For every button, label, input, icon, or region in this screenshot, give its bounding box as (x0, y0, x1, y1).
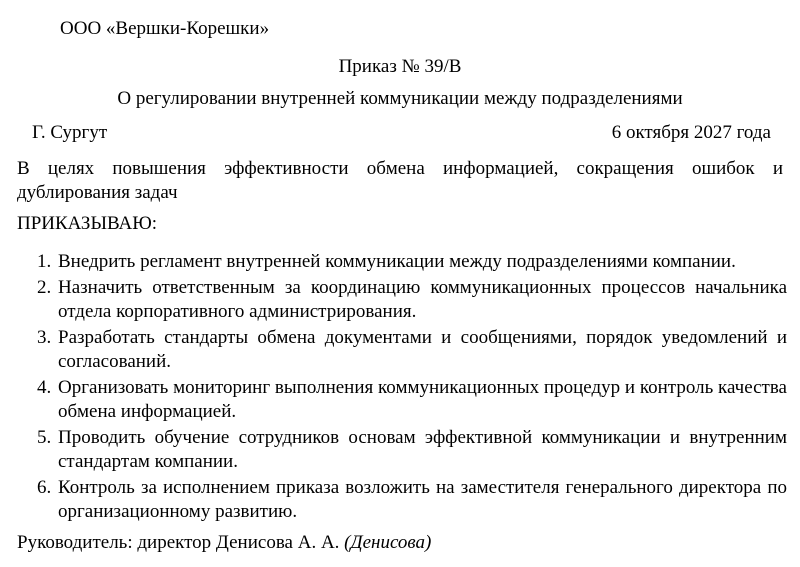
order-item-text: Разработать стандарты обмена документами и сообщениями, порядок уведомлений и согласований. (58, 327, 787, 372)
organization-name: ООО «Вершки-Корешки» (60, 18, 270, 39)
order-item (37, 426, 787, 474)
order-item-number: 3. (37, 327, 52, 348)
order-item-text: Контроль за исполнением приказа возложить на заместителя генерального директора по организационному развитию. (58, 477, 787, 522)
order-item-text: Организовать мониторинг выполнения коммуникационных процедур и контроль качества обмена информацией. (58, 377, 787, 422)
order-item-text: Проводить обучение сотрудников основам эффективной коммуникации и внутренним стандартам компании. (58, 427, 787, 472)
order-item (37, 276, 787, 324)
order-item-number: 6. (37, 477, 52, 498)
order-item (37, 326, 787, 374)
order-preamble: В целях повышения эффективности обмена информацией, сокращения ошибок и дублирования задач (17, 158, 783, 203)
order-date: 6 октября 2027 года (611, 122, 771, 143)
order-city: Г. Сургут (32, 122, 108, 143)
order-item (37, 376, 787, 424)
order-subject: О регулировании внутренней коммуникации между подразделениями (117, 88, 683, 109)
order-item-number: 5. (37, 427, 52, 448)
order-item-text: Назначить ответственным за координацию коммуникационных процессов начальника отдела корпоративного администрирования. (58, 277, 787, 322)
signature-label: Руководитель: директор Денисова А. А. (17, 532, 340, 553)
order-item-number: 1. (37, 251, 52, 272)
signature-block (17, 531, 431, 555)
order-title: Приказ № 39/В (338, 56, 462, 77)
order-items-list (37, 250, 787, 526)
order-item (37, 250, 787, 274)
order-item-text: Внедрить регламент внутренней коммуникации между подразделениями компании. (58, 251, 736, 272)
order-item-number: 4. (37, 377, 52, 398)
signature-handwritten-name: (Денисова) (344, 532, 432, 553)
order-item (37, 476, 787, 524)
order-directive-word: ПРИКАЗЫВАЮ: (17, 213, 158, 234)
order-item-number: 2. (37, 277, 52, 298)
